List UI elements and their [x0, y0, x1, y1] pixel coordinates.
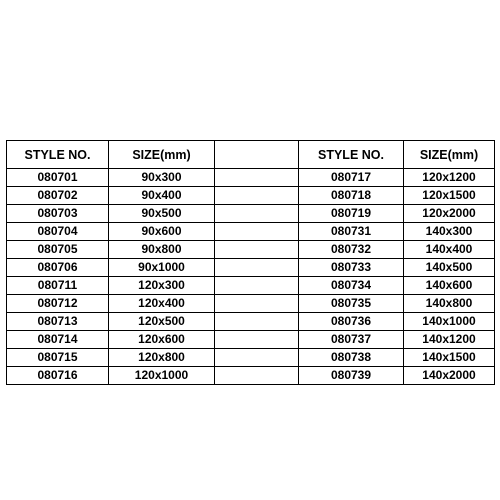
style-no-cell: 080702: [7, 187, 109, 205]
style-no-cell: 080719: [299, 205, 404, 223]
style-no-cell: 080731: [299, 223, 404, 241]
style-no-cell: 080715: [7, 349, 109, 367]
size-cell: 90x800: [109, 241, 215, 259]
style-no-cell: 080734: [299, 277, 404, 295]
blank-cell: [215, 349, 299, 367]
blank-cell: [215, 187, 299, 205]
blank-cell: [215, 331, 299, 349]
header-blank: [215, 141, 299, 169]
table-row: [7, 259, 495, 277]
size-cell: 90x300: [109, 169, 215, 187]
table-row: [7, 313, 495, 331]
blank-cell: [215, 205, 299, 223]
size-cell: 120x300: [109, 277, 215, 295]
table-row: [7, 277, 495, 295]
blank-cell: [215, 241, 299, 259]
size-cell: 120x800: [109, 349, 215, 367]
blank-cell: [215, 259, 299, 277]
header-style-no-left: STYLE NO.: [7, 141, 109, 169]
size-cell: 120x1200: [404, 169, 495, 187]
style-no-cell: 080739: [299, 367, 404, 385]
table-row: [7, 187, 495, 205]
blank-cell: [215, 169, 299, 187]
size-cell: 120x600: [109, 331, 215, 349]
size-cell: 140x300: [404, 223, 495, 241]
table-row: [7, 295, 495, 313]
table-row: [7, 223, 495, 241]
size-cell: 140x500: [404, 259, 495, 277]
table-body: [7, 169, 495, 385]
size-cell: 120x2000: [404, 205, 495, 223]
style-no-cell: 080714: [7, 331, 109, 349]
style-no-cell: 080701: [7, 169, 109, 187]
blank-cell: [215, 277, 299, 295]
table-row: [7, 331, 495, 349]
style-no-cell: 080703: [7, 205, 109, 223]
table-row: [7, 367, 495, 385]
style-no-cell: 080712: [7, 295, 109, 313]
header-size-right: SIZE(mm): [404, 141, 495, 169]
size-cell: 140x400: [404, 241, 495, 259]
header-size-left: SIZE(mm): [109, 141, 215, 169]
size-cell: 120x400: [109, 295, 215, 313]
style-no-cell: 080738: [299, 349, 404, 367]
size-cell: 120x1000: [109, 367, 215, 385]
blank-cell: [215, 223, 299, 241]
size-cell: 90x500: [109, 205, 215, 223]
size-cell: 120x1500: [404, 187, 495, 205]
table-row: [7, 169, 495, 187]
style-no-cell: 080718: [299, 187, 404, 205]
style-no-cell: 080717: [299, 169, 404, 187]
blank-cell: [215, 295, 299, 313]
size-cell: 140x1200: [404, 331, 495, 349]
size-cell: 90x1000: [109, 259, 215, 277]
table-row: [7, 205, 495, 223]
blank-cell: [215, 313, 299, 331]
style-no-cell: 080737: [299, 331, 404, 349]
style-no-cell: 080733: [299, 259, 404, 277]
style-size-table: [6, 140, 495, 385]
style-no-cell: 080704: [7, 223, 109, 241]
style-no-cell: 080711: [7, 277, 109, 295]
header-row: [7, 141, 495, 169]
style-no-cell: 080706: [7, 259, 109, 277]
style-no-cell: 080735: [299, 295, 404, 313]
style-no-cell: 080705: [7, 241, 109, 259]
table-row: [7, 241, 495, 259]
size-cell: 140x2000: [404, 367, 495, 385]
size-cell: 120x500: [109, 313, 215, 331]
style-no-cell: 080716: [7, 367, 109, 385]
size-cell: 140x800: [404, 295, 495, 313]
header-style-no-right: STYLE NO.: [299, 141, 404, 169]
size-cell: 90x400: [109, 187, 215, 205]
style-no-cell: 080713: [7, 313, 109, 331]
size-cell: 140x1000: [404, 313, 495, 331]
size-cell: 140x600: [404, 277, 495, 295]
blank-cell: [215, 367, 299, 385]
style-no-cell: 080732: [299, 241, 404, 259]
table-row: [7, 349, 495, 367]
table-header: [7, 141, 495, 169]
style-no-cell: 080736: [299, 313, 404, 331]
size-cell: 140x1500: [404, 349, 495, 367]
size-cell: 90x600: [109, 223, 215, 241]
